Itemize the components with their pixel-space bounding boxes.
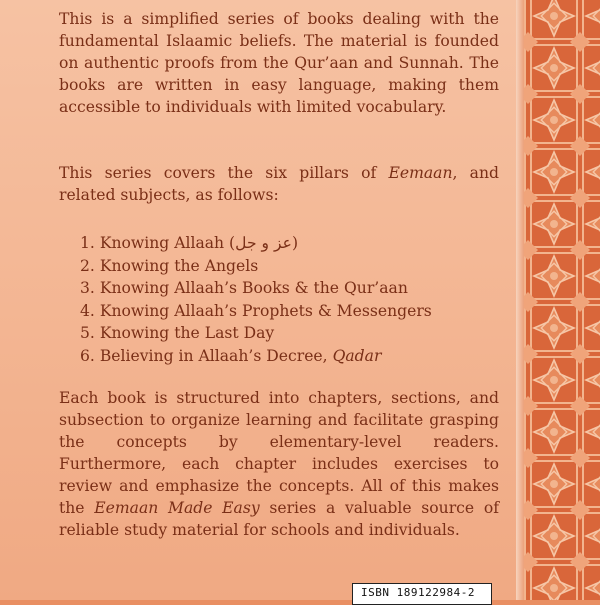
isbn-label: ISBN 189122984-2	[361, 586, 475, 599]
list-item: 4. Knowing Allaah’s Prophets & Messengers	[80, 301, 432, 320]
list-item: 3. Knowing Allaah’s Books & the Qur’aan	[80, 279, 408, 297]
series-text-before: This series covers the six pillars of	[59, 164, 389, 182]
series-paragraph	[59, 162, 499, 206]
list-item: 2. Knowing the Angels	[80, 256, 259, 275]
list-item-text: 6. Believing in Allaah’s Decree,	[80, 346, 333, 365]
series-title-emphasis: Eemaan Made Easy	[94, 499, 260, 517]
list-item: 1. Knowing Allaah (عز و جل)	[80, 234, 299, 252]
intro-paragraph: This is a simplified series of books dealing with the fundamental Islaamic beliefs. The material is founded on authentic proofs from the Qur’aan and Sunnah. The books are written in easy language, making them accessible to individuals with limited vocabulary.	[59, 10, 499, 116]
eemaan-emphasis: Eemaan	[388, 164, 453, 182]
qadar-emphasis: Qadar	[332, 346, 382, 365]
summary-text-before: Each book is structured into chapters, sections, and subsection to organize learning and facilitate grasping the concepts by elementary-level readers. Furthermore, each chapter includes exercises to review and emphasize the concepts. All of this makes the	[59, 389, 499, 517]
summary-paragraph	[59, 387, 499, 541]
list-item: 5. Knowing the Last Day	[80, 324, 275, 342]
isbn-barcode-box	[352, 583, 492, 605]
summary-text-after: series a valuable source of reliable study material for schools and individuals.	[59, 499, 500, 539]
geometric-pattern-strip	[524, 0, 600, 600]
series-text-after: , and related subjects, as follows:	[59, 164, 499, 204]
star-pattern-icon	[524, 0, 600, 600]
pillars-list	[80, 232, 432, 367]
list-item	[80, 345, 432, 368]
